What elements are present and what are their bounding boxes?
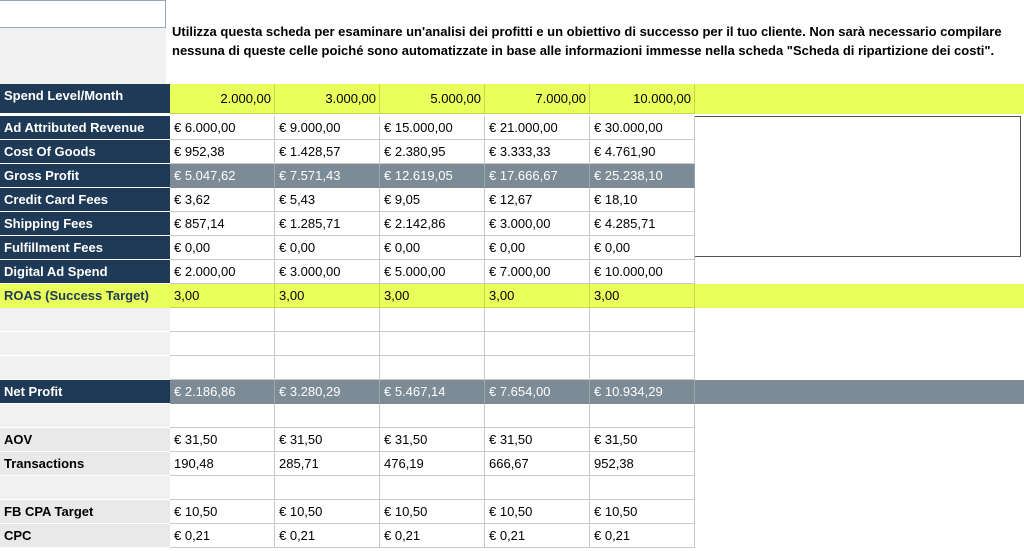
row-label[interactable]: Net Profit	[0, 380, 170, 404]
value-cell[interactable]: € 952,38	[170, 140, 275, 164]
gross-profit-row	[0, 164, 1024, 188]
value-cell[interactable]: € 1.285,71	[275, 212, 380, 236]
row-label[interactable]: Digital Ad Spend	[0, 260, 170, 284]
value-cell[interactable]: € 0,00	[170, 236, 275, 260]
header-label-cell[interactable]	[0, 28, 166, 84]
empty-cell[interactable]	[275, 308, 380, 332]
value-cell[interactable]: € 5.467,14	[380, 380, 485, 404]
spend-cell[interactable]: 7.000,00	[485, 84, 590, 114]
value-cell[interactable]: € 3.280,29	[275, 380, 380, 404]
highlight-fill[interactable]	[695, 284, 1024, 308]
value-cell[interactable]: € 3.333,33	[485, 140, 590, 164]
empty-cell[interactable]	[170, 476, 275, 500]
value-cell[interactable]: € 2.000,00	[170, 260, 275, 284]
value-cell[interactable]: 476,19	[380, 452, 485, 476]
transactions-row	[0, 452, 1024, 476]
value-cell[interactable]: € 9,05	[380, 188, 485, 212]
value-cell[interactable]: € 0,00	[590, 236, 695, 260]
value-cell[interactable]: € 21.000,00	[485, 116, 590, 140]
value-cell[interactable]: € 31,50	[170, 428, 275, 452]
empty-cell[interactable]	[380, 332, 485, 356]
empty-cell[interactable]	[380, 476, 485, 500]
row-label[interactable]: CPC	[0, 524, 170, 548]
empty-cell[interactable]	[590, 332, 695, 356]
value-cell[interactable]: € 5.047,62	[170, 164, 275, 188]
roas-row	[0, 284, 1024, 308]
value-cell[interactable]: € 10,50	[275, 500, 380, 524]
empty-cell[interactable]	[380, 404, 485, 428]
row-label[interactable]: Ad Attributed Revenue	[0, 116, 170, 140]
row-label[interactable]: Spend Level/Month	[0, 84, 170, 114]
empty-label-cell[interactable]	[0, 476, 170, 500]
row-label[interactable]: Credit Card Fees	[0, 188, 170, 212]
empty-cell[interactable]	[590, 308, 695, 332]
row-label[interactable]: Gross Profit	[0, 164, 170, 188]
value-cell[interactable]: € 12.619,05	[380, 164, 485, 188]
value-cell[interactable]: 952,38	[590, 452, 695, 476]
empty-cell[interactable]	[170, 356, 275, 380]
value-cell[interactable]: € 4.761,90	[590, 140, 695, 164]
value-cell[interactable]: € 4.285,71	[590, 212, 695, 236]
value-cell[interactable]: 3,00	[590, 284, 695, 308]
value-cell[interactable]: 3,00	[380, 284, 485, 308]
name-box-cell[interactable]	[0, 0, 166, 28]
credit-card-fees-row	[0, 188, 1024, 212]
value-cell[interactable]: € 6.000,00	[170, 116, 275, 140]
empty-cell[interactable]	[590, 404, 695, 428]
value-cell[interactable]: € 0,21	[170, 524, 275, 548]
value-cell[interactable]: € 31,50	[380, 428, 485, 452]
row-label[interactable]: FB CPA Target	[0, 500, 170, 524]
empty-cell[interactable]	[485, 308, 590, 332]
value-cell[interactable]: € 3.000,00	[275, 260, 380, 284]
empty-label-cell[interactable]	[0, 404, 170, 428]
value-cell[interactable]: 3,00	[485, 284, 590, 308]
row-label[interactable]: AOV	[0, 428, 170, 452]
cost-of-goods-row	[0, 140, 1024, 164]
value-cell[interactable]: € 10,50	[170, 500, 275, 524]
value-cell[interactable]: € 7.000,00	[485, 260, 590, 284]
value-cell[interactable]: € 10.934,29	[590, 380, 695, 404]
value-cell[interactable]: € 31,50	[485, 428, 590, 452]
aov-row	[0, 428, 1024, 452]
fb-cpa-target-row	[0, 500, 1024, 524]
empty-row	[0, 404, 1024, 428]
empty-label-cell[interactable]	[0, 332, 170, 356]
value-cell[interactable]: € 0,00	[380, 236, 485, 260]
value-cell[interactable]: € 3,62	[170, 188, 275, 212]
row-label[interactable]: Fulfillment Fees	[0, 236, 170, 260]
empty-row	[0, 308, 1024, 332]
value-cell[interactable]: € 5,43	[275, 188, 380, 212]
highlight-fill[interactable]	[695, 84, 1024, 114]
value-cell[interactable]: € 10.000,00	[590, 260, 695, 284]
value-cell[interactable]: € 10,50	[485, 500, 590, 524]
value-cell[interactable]: 3,00	[170, 284, 275, 308]
value-cell[interactable]: € 2.142,86	[380, 212, 485, 236]
value-cell[interactable]: € 17.666,67	[485, 164, 590, 188]
empty-label-cell[interactable]	[0, 356, 170, 380]
spend-cell[interactable]: 3.000,00	[275, 84, 380, 114]
digital-ad-spend-row	[0, 260, 1024, 284]
empty-cell[interactable]	[275, 356, 380, 380]
row-label[interactable]: Shipping Fees	[0, 212, 170, 236]
value-cell[interactable]: € 2.186,86	[170, 380, 275, 404]
spend-cell[interactable]: 2.000,00	[170, 84, 275, 114]
empty-cell[interactable]	[380, 356, 485, 380]
value-cell[interactable]: € 7.571,43	[275, 164, 380, 188]
value-cell[interactable]: € 0,00	[485, 236, 590, 260]
ad-attributed-revenue-row	[0, 116, 1024, 140]
value-cell[interactable]: € 2.380,95	[380, 140, 485, 164]
value-cell[interactable]: 3,00	[275, 284, 380, 308]
value-cell[interactable]: € 10,50	[590, 500, 695, 524]
value-cell[interactable]: € 857,14	[170, 212, 275, 236]
empty-cell[interactable]	[485, 356, 590, 380]
empty-cell[interactable]	[590, 476, 695, 500]
value-cell[interactable]: € 0,00	[275, 236, 380, 260]
empty-row	[0, 476, 1024, 500]
spend-level-row	[0, 84, 1024, 114]
gray-fill[interactable]	[695, 380, 1024, 404]
value-cell[interactable]: € 15.000,00	[380, 116, 485, 140]
empty-cell[interactable]	[275, 476, 380, 500]
value-cell[interactable]: € 7.654,00	[485, 380, 590, 404]
instructions-text: Utilizza questa scheda per esaminare un'analisi dei profitti e un obiettivo di successo per il tuo cliente. Non sarà necessario compilare nessuna di queste celle poiché sono automatizzate in base alle informazioni immesse nella scheda "Scheda di ripartizione dei costi".	[172, 24, 1002, 58]
value-cell[interactable]: € 1.428,57	[275, 140, 380, 164]
empty-cell[interactable]	[275, 332, 380, 356]
value-cell[interactable]: 285,71	[275, 452, 380, 476]
empty-cell[interactable]	[380, 308, 485, 332]
row-label[interactable]: ROAS (Success Target)	[0, 284, 170, 308]
empty-cell[interactable]	[485, 476, 590, 500]
value-cell[interactable]: € 9.000,00	[275, 116, 380, 140]
cpc-row	[0, 524, 1024, 548]
value-cell[interactable]: € 25.238,10	[590, 164, 695, 188]
row-label[interactable]: Cost Of Goods	[0, 140, 170, 164]
empty-row	[0, 332, 1024, 356]
row-label[interactable]: Transactions	[0, 452, 170, 476]
empty-label-cell[interactable]	[0, 308, 170, 332]
value-cell[interactable]: € 12,67	[485, 188, 590, 212]
value-cell[interactable]: € 30.000,00	[590, 116, 695, 140]
value-cell[interactable]: € 10,50	[380, 500, 485, 524]
shipping-fees-row	[0, 212, 1024, 236]
empty-cell[interactable]	[170, 404, 275, 428]
value-cell[interactable]: 666,67	[485, 452, 590, 476]
value-cell[interactable]: € 31,50	[275, 428, 380, 452]
spend-cell[interactable]: 10.000,00	[590, 84, 695, 114]
fulfillment-fees-row	[0, 236, 1024, 260]
net-profit-row	[0, 380, 1024, 404]
value-cell[interactable]: 190,48	[170, 452, 275, 476]
empty-cell[interactable]	[170, 332, 275, 356]
value-cell[interactable]: € 0,21	[275, 524, 380, 548]
value-cell[interactable]: € 31,50	[590, 428, 695, 452]
empty-row	[0, 356, 1024, 380]
empty-cell[interactable]	[590, 356, 695, 380]
empty-cell[interactable]	[170, 308, 275, 332]
value-cell[interactable]: € 3.000,00	[485, 212, 590, 236]
empty-cell[interactable]	[485, 332, 590, 356]
empty-cell[interactable]	[275, 404, 380, 428]
empty-cell[interactable]	[485, 404, 590, 428]
value-cell[interactable]: € 0,21	[380, 524, 485, 548]
value-cell[interactable]: € 5.000,00	[380, 260, 485, 284]
spend-cell[interactable]: 5.000,00	[380, 84, 485, 114]
value-cell[interactable]: € 18,10	[590, 188, 695, 212]
value-cell[interactable]: € 0,21	[485, 524, 590, 548]
value-cell[interactable]: € 0,21	[590, 524, 695, 548]
